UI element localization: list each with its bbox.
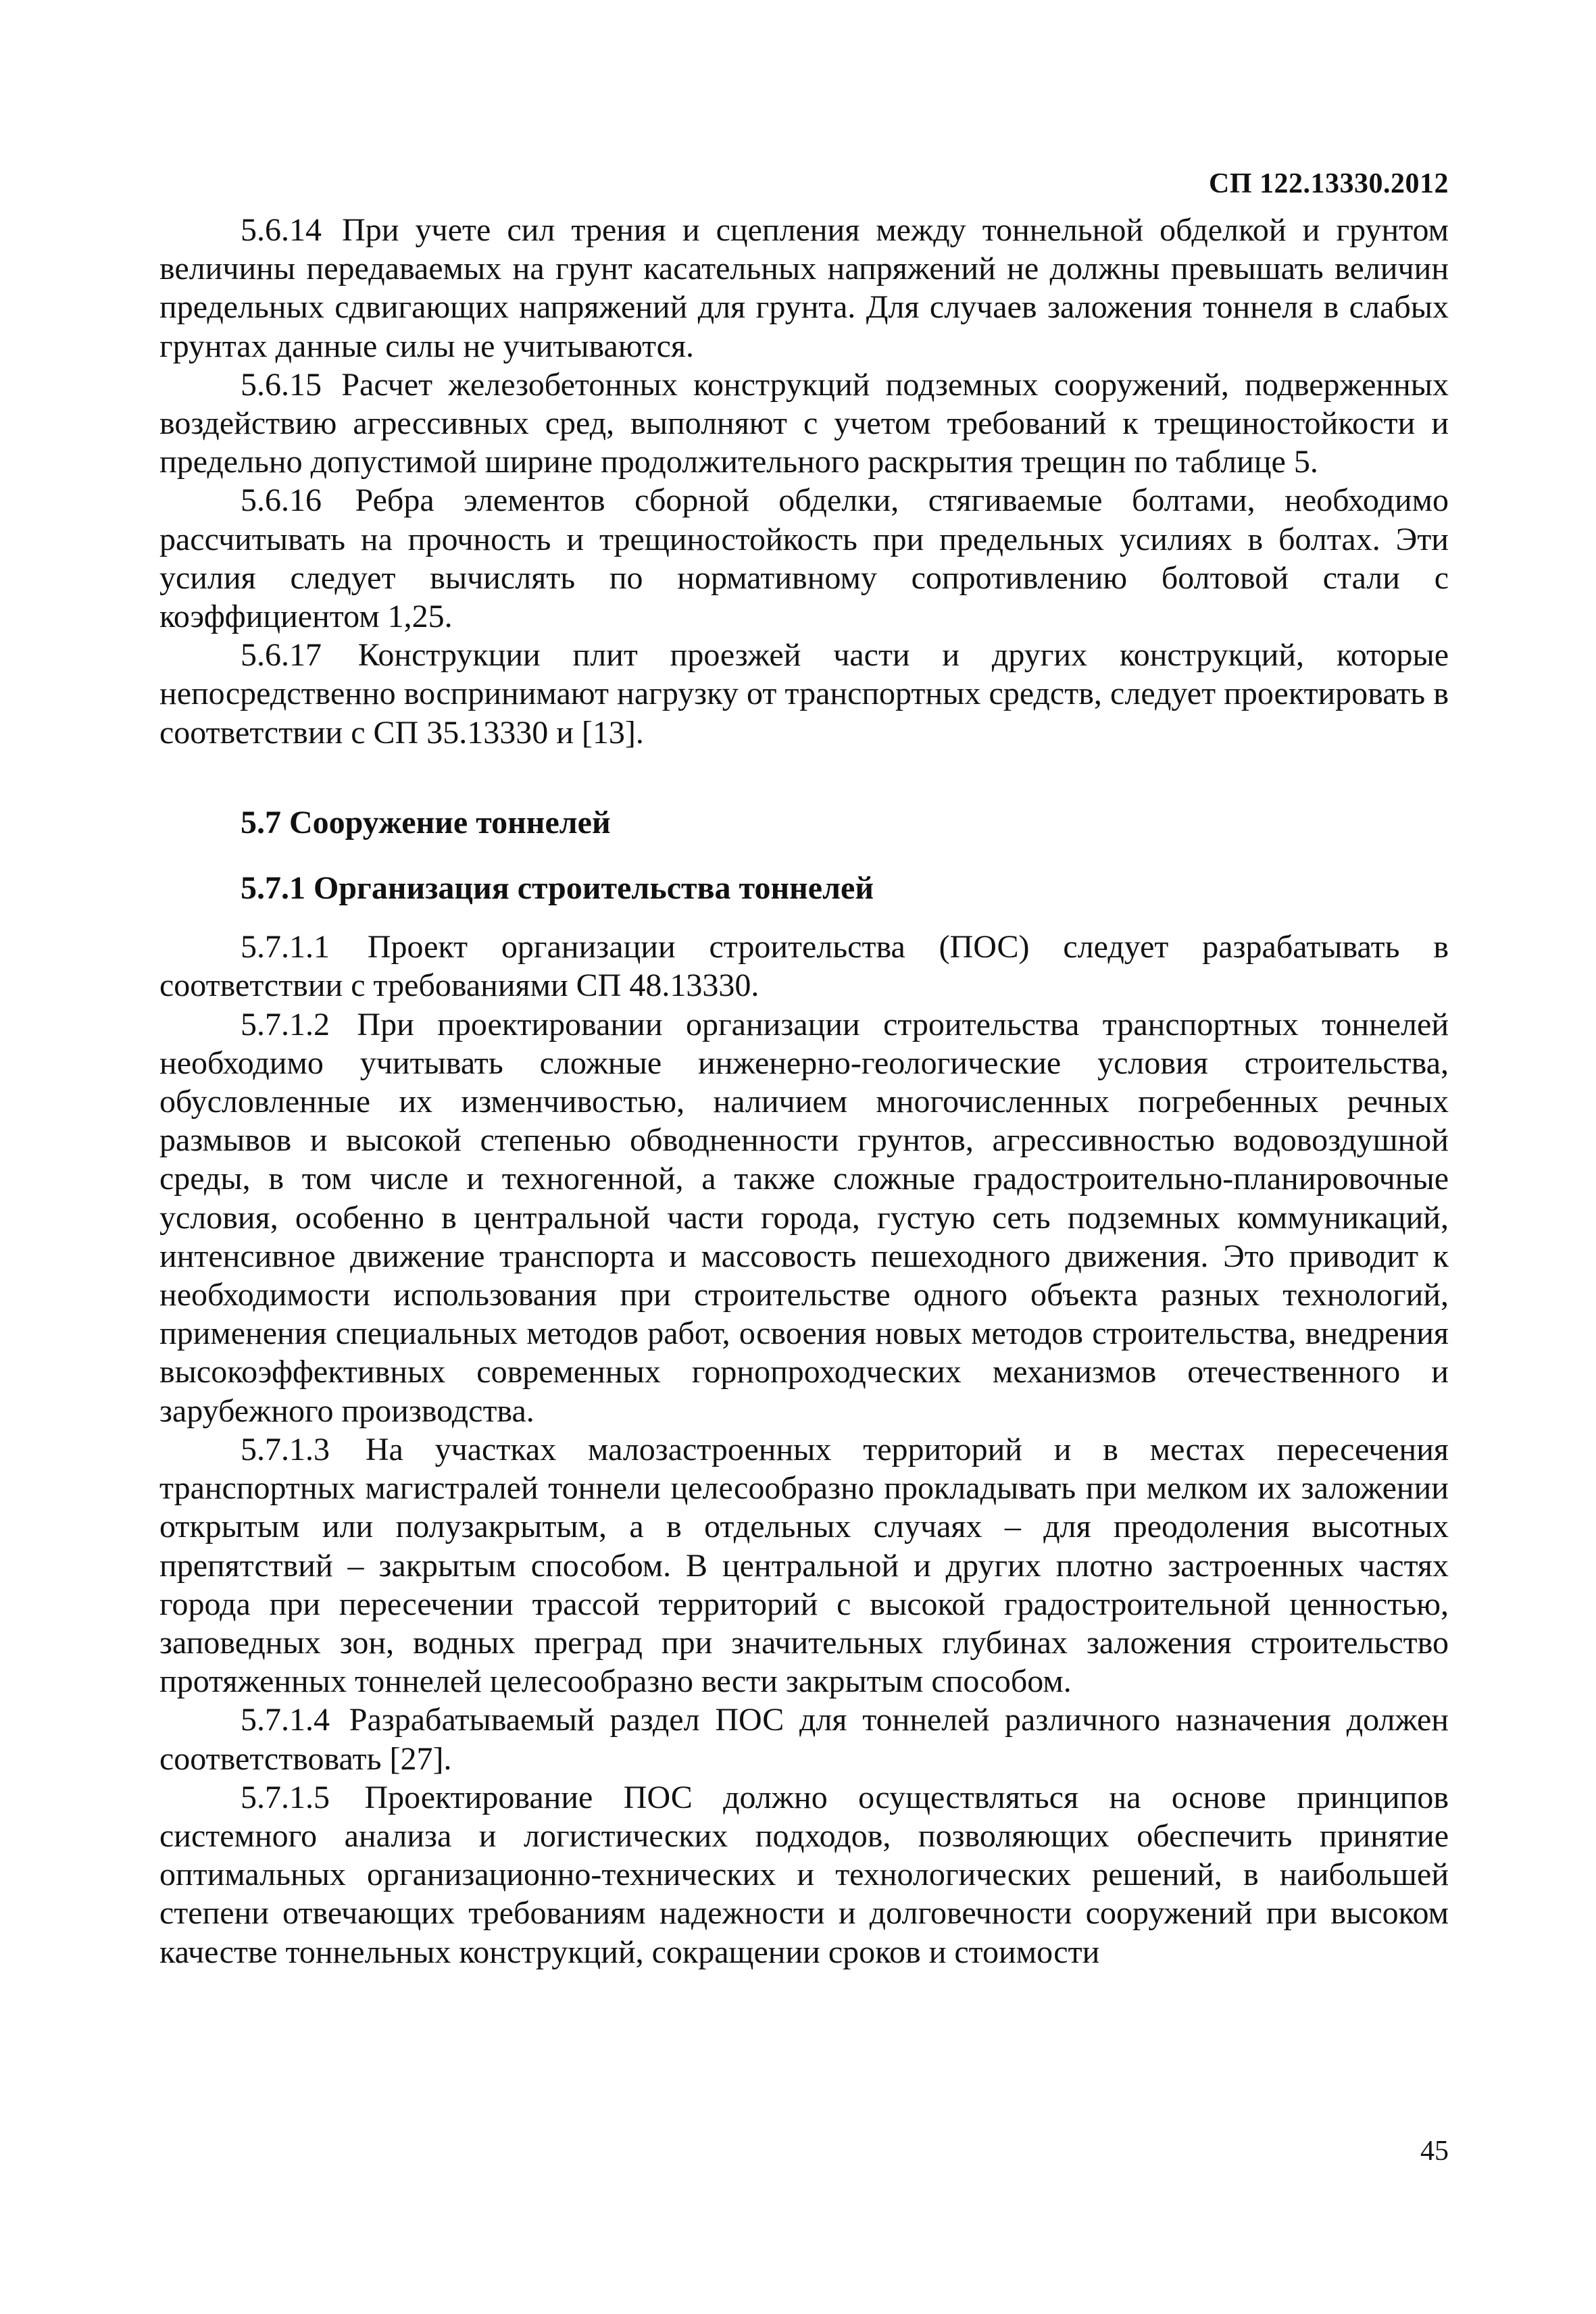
page-number: 45 xyxy=(1420,2136,1449,2167)
clause-text: Конструкции плит проезжей части и других конструкций, которые непосредственно воспринимают нагрузку от транспортных средств, следует проектировать в соответствии с СП 35.13330 и [13]. xyxy=(159,637,1449,751)
clause-text: Проект организации строительства (ПОС) следует разрабатывать в соответствии с требованиями СП 48.13330. xyxy=(159,929,1449,1004)
clause-text: Расчет железобетонных конструкций подземных сооружений, подверженных воздействию агрессивных сред, выполняют с учетом требований к трещиностойкости и предельно допустимой ширине продолжительного раскрытия трещин по таблице 5. xyxy=(159,366,1449,480)
clause-number: 5.6.14 xyxy=(241,212,322,248)
paragraph-5-7-1-5 xyxy=(159,1778,1449,1971)
paragraph-5-6-15 xyxy=(159,366,1449,482)
paragraph-5-6-14 xyxy=(159,211,1449,366)
clause-number: 5.6.15 xyxy=(241,366,322,403)
document-code: СП 122.13330.2012 xyxy=(1209,168,1449,199)
clause-number: 5.7.1.5 xyxy=(241,1779,330,1815)
clause-text: При учете сил трения и сцепления между тоннельной обделкой и грунтом величины передаваемых на грунт касательных напряжений не должны превышать величин предельных сдвигающих напряжений для грунта. Для случаев заложения тоннеля в слабых грунтах данные силы не учитываются. xyxy=(159,212,1449,364)
paragraph-5-7-1-4 xyxy=(159,1701,1449,1778)
subsection-heading: 5.7.1 Организация строительства тоннелей xyxy=(241,870,874,907)
clause-number: 5.7.1.1 xyxy=(241,929,330,965)
paragraph-5-7-1-1 xyxy=(159,928,1449,1005)
page-content xyxy=(159,211,1449,1971)
clause-text: На участках малозастроенных территорий и в местах пересечения транспортных магистралей тоннели целесообразно прокладывать при мелком их заложении открытым или полузакрытым, а в отдельных случаях – для преодоления высотных препятствий – закрытым способом. В центральной и других плотно застроенных частях города при пересечении трассой территорий с высокой градостроительной ценностью, заповедных зон, водных преград при значительных глубинах заложения строительство протяженных тоннелей целесообразно вести закрытым способом. xyxy=(159,1431,1449,1700)
clause-text: При проектировании организации строительства транспортных тоннелей необходимо учитывать сложные инженерно-геологические условия строительства, обусловленные их изменчивостью, наличием многочисленных погребенных речных размывов и высокой степенью обводненности грунтов, агрессивностью водовоздушной среды, в том числе и техногенной, а также сложные градостроительно-планировочные условия, особенно в центральной части города, густую сеть подземных коммуникаций, интенсивное движение транспорта и массовость пешеходного движения. Это приводит к необходимости использования при строительстве одного объекта разных технологий, применения специальных методов работ, освоения новых методов строительства, внедрения высокоэффективных современных горнопроходческих механизмов отечественного и зарубежного производства. xyxy=(159,1006,1449,1429)
clause-text: Разрабатываемый раздел ПОС для тоннелей различного назначения должен соответствовать [27]. xyxy=(159,1702,1449,1777)
clause-text: Проектирование ПОС должно осуществляться на основе принципов системного анализа и логистических подходов, позволяющих обеспечить принятие оптимальных организационно-технических и технологических решений, в наибольшей степени отвечающих требованиям надежности и долговечности сооружений при высоком качестве тоннельных конструкций, сокращении сроков и стоимости xyxy=(159,1779,1449,1970)
paragraph-5-6-16 xyxy=(159,481,1449,636)
paragraph-5-7-1-3 xyxy=(159,1430,1449,1701)
section-heading: 5.7 Сооружение тоннелей xyxy=(241,804,611,840)
clause-number: 5.6.16 xyxy=(241,482,322,519)
paragraph-5-7-1-2 xyxy=(159,1005,1449,1430)
clause-number: 5.7.1.2 xyxy=(241,1006,330,1042)
clause-text: Ребра элементов сборной обделки, стягиваемые болтами, необходимо рассчитывать на прочность и трещиностойкость при предельных усилиях в болтах. Эти усилия следует вычислять по нормативному сопротивлению болтовой стали с коэффициентом 1,25. xyxy=(159,482,1449,635)
clause-number: 5.7.1.4 xyxy=(241,1702,330,1738)
clause-number: 5.7.1.3 xyxy=(241,1431,330,1467)
clause-number: 5.6.17 xyxy=(241,637,322,674)
paragraph-5-6-17 xyxy=(159,636,1449,752)
